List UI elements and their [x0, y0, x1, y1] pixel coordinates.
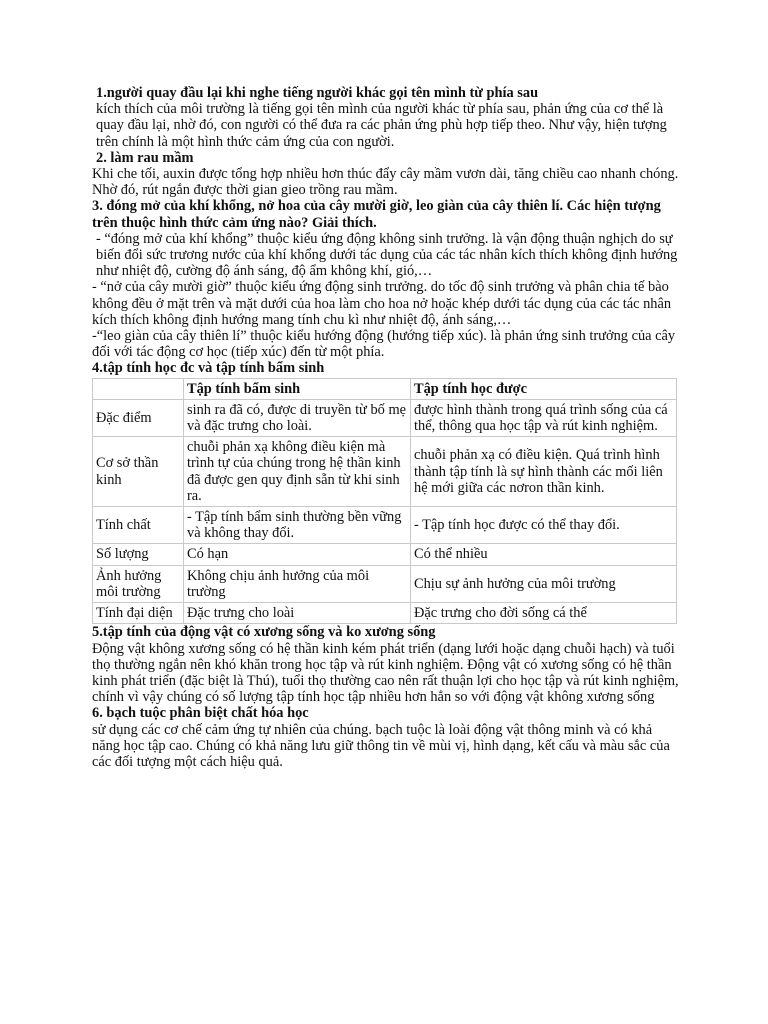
table-row-label: Đặc điểm [93, 399, 184, 436]
document-page [92, 85, 682, 770]
table-row [93, 437, 677, 507]
section-2-heading: 2. làm rau mầm [96, 149, 194, 166]
table-cell: Không chịu ảnh hưởng của môi trường [184, 565, 411, 602]
table-cell: Chịu sự ảnh hưởng của môi trường [411, 565, 677, 602]
table-row [93, 507, 677, 544]
section-1-body: kích thích của môi trường là tiếng gọi tên mình của người khác từ phía sau, phản ứng của cơ thể là quay đầu lại, nhờ đó, con người có thể đưa ra các phản ứng phù hợp tiếp theo. Như vậy, hiện tượng trên chính là một hình thức cảm ứng của con người. [96, 101, 667, 150]
comparison-table [92, 378, 677, 625]
section-5-heading: 5.tập tính của động vật có xương sống và ko xương sống [92, 624, 436, 641]
table-header-row [93, 378, 677, 399]
section-3-item: - “đóng mở của khí khổng” thuộc kiểu ứng động không sinh trưởng. là vận động thuận nghịch do sự biến đổi sức trương nước của khí khổng dưới tác dụng của các tác nhân kích thích không định hướng như nhiệt độ, cường độ ánh sáng, độ ẩm không khí, gió,… [96, 230, 678, 280]
table-header-cell: Tập tính học được [411, 378, 677, 399]
table-row-label: Cơ sở thần kinh [93, 437, 184, 507]
table-header-cell [93, 378, 184, 399]
table-cell: Có hạn [184, 544, 411, 565]
table-cell: - Tập tính bẩm sinh thường bền vững và không thay đổi. [184, 507, 411, 544]
table-row-label: Tính đại diện [93, 603, 184, 624]
table-cell: sinh ra đã có, được di truyền từ bố mẹ và đặc trưng cho loài. [184, 399, 411, 436]
table-cell: được hình thành trong quá trình sống của cá thể, thông qua học tập và rút kinh nghiệm. [411, 399, 677, 436]
table-cell: - Tập tính học được có thể thay đổi. [411, 507, 677, 544]
table-cell: chuỗi phản xạ có điều kiện. Quá trình hình thành tập tính là sự hình thành các mối liên hệ mới giữa các nơron thần kinh. [411, 437, 677, 507]
table-row-label: Số lượng [93, 544, 184, 565]
section-3-item: - “nở của cây mười giờ” thuộc kiểu ứng động sinh trưởng. do tốc độ sinh trưởng và phân chia tế bào không đều ở mặt trên và mặt dưới của hoa làm cho hoa nở hoặc khép dưới tác dụng của các tác nhân kích thích không định hướng mang tính chu kì như nhiệt độ, ánh sáng,… [92, 279, 672, 328]
table-row [93, 603, 677, 624]
table-row [93, 565, 677, 602]
table-row-label: Tính chất [93, 507, 184, 544]
table-cell: Đặc trưng cho loài [184, 603, 411, 624]
section-2-body: Khi che tối, auxin được tổng hợp nhiều hơn thúc đẩy cây mầm vươn dài, tăng chiều cao nhanh chóng. Nhờ đó, rút ngắn được thời gian gieo trồng rau mầm. [92, 166, 679, 199]
table-row-label: Ảnh hưởng môi trường [93, 565, 184, 602]
table-header-cell: Tập tính bẩm sinh [184, 378, 411, 399]
section-3-item: -“leo giàn của cây thiên lí” thuộc kiểu hướng động (hướng tiếp xúc). là phản ứng sinh trưởng của cây đối với tác động cơ học (tiếp xúc) đến từ một phía. [92, 328, 676, 361]
section-1-heading: 1.người quay đầu lại khi nghe tiếng người khác gọi tên mình từ phía sau [96, 85, 539, 101]
table-row [93, 544, 677, 565]
table-cell: Đặc trưng cho đời sống cá thể [411, 603, 677, 624]
table-cell: Có thể nhiều [411, 544, 677, 565]
section-6-body: sử dụng các cơ chế cảm ứng tự nhiên của chúng. bạch tuộc là loài động vật thông minh và có khả năng học tập cao. Chúng có khả năng lưu giữ thông tin về mùi vị, hình dạng, kết cấu và màu sắc của các đối tượng một cách hiệu quả. [92, 721, 670, 770]
section-3-heading: 3. đóng mở của khí khổng, nở hoa của cây mười giờ, leo giàn của cây thiên lí. Các hiện tượng trên thuộc hình thức cảm ứng nào? Giải thích. [92, 198, 661, 231]
table-row [93, 399, 677, 436]
section-5-body: Động vật không xương sống có hệ thần kinh kém phát triển (dạng lưới hoặc dạng chuỗi hạch) và tuổi thọ thường ngắn nên khó khăn trong học tập và rút kinh nghiệm. Động vật có xương sống có hệ thần kinh phát triển (đặc biệt là Thú), tuổi thọ thường cao nên rất thuận lợi cho học tập và rút kinh nghiệm, chính vì vậy chúng có số lượng tập tính học tập nhiều hơn hẳn so với động vật không xương sống [92, 640, 679, 706]
section-6-heading: 6. bạch tuộc phân biệt chất hóa học [92, 705, 309, 722]
table-cell: chuỗi phản xạ không điều kiện mà trình tự của chúng trong hệ thần kinh đã được gen quy định sẵn từ khi sinh ra. [184, 437, 411, 507]
section-4-heading: 4.tập tính học đc và tập tính bẩm sinh [92, 360, 325, 377]
